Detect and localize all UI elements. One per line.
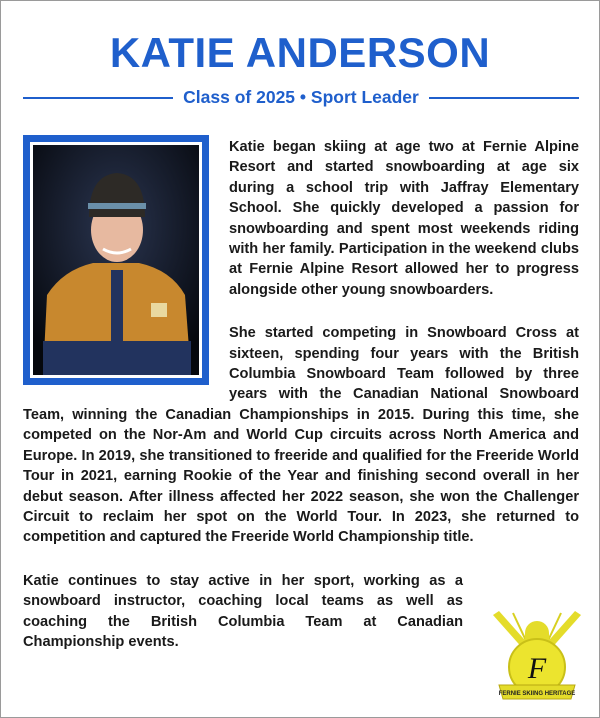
bio-paragraph: She started competing in Snowboard Cross at sixteen, spending four years with the British Columbia Snowboard Team followed by three years with the Canadian National Snowboard Team, winning the Canadian Championships in 2015. During this time, she competed on the Nor-Am and World Cup circuits across North America and Europe. In 2019, she transitioned to freeride and qualified for the Freeride World Tour in 2021, earning Rookie of the Year and finishing second overall in her debut season. After illness affected her 2022 season, she won the Challenger Circuit to reclaim her spot on the World Tour. In 2023, she returned to competition and captured the Freeride World Championship title. bbox=[23, 325, 579, 546]
logo-banner-text: FERNIE SKIING HERITAGE bbox=[498, 691, 576, 697]
fernie-skiing-heritage-logo bbox=[485, 607, 589, 707]
logo-letter: F bbox=[527, 652, 547, 685]
portrait-photo bbox=[23, 135, 209, 385]
bio-text bbox=[23, 137, 579, 675]
bio-paragraph: Katie began skiing at age two at Fernie Alpine Resort and started snowboarding at age six during a school trip with Jaffray Elementary School. She quickly developed a passion for snowboarding and spent most weekends riding with her family. Participation in the weekend clubs at Fernie Alpine Resort allowed her to progress alongside other young snowboarders. bbox=[229, 139, 579, 298]
divider bbox=[429, 97, 579, 99]
page-title: KATIE ANDERSON bbox=[109, 29, 491, 76]
portrait-image bbox=[33, 145, 199, 375]
divider bbox=[23, 97, 173, 99]
subtitle: Class of 2025 • Sport Leader bbox=[183, 87, 419, 107]
subtitle-row bbox=[23, 87, 579, 108]
bio-paragraph: Katie continues to stay active in her sport, working as a snowboard instructor, coaching local teams as well as coaching the British Columbia Team at Canadian Championship events. bbox=[23, 572, 463, 650]
